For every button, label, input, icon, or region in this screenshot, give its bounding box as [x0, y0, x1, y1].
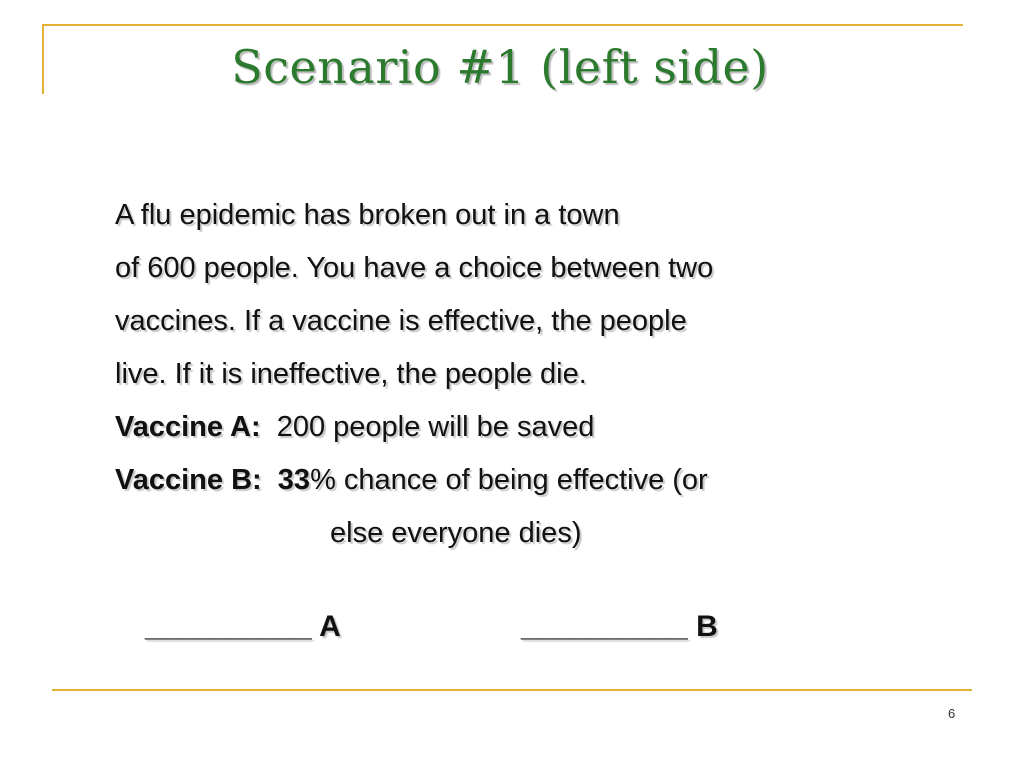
slide-title: Scenario #1 (left side) — [231, 40, 769, 94]
paragraph-line: A flu epidemic has broken out in a town — [115, 199, 620, 231]
vaccine-a-label: Vaccine A: — [115, 411, 261, 443]
choice-a-blank: __________ A — [145, 610, 341, 643]
vaccine-b-value: 33 — [261, 464, 311, 496]
paragraph-line: of 600 people. You have a choice between two — [115, 252, 714, 284]
paragraph-line: live. If it is ineffective, the people die. — [115, 358, 587, 390]
vaccine-a-line — [115, 401, 955, 454]
page-number: 6 — [948, 706, 956, 721]
footer-rule — [52, 689, 972, 691]
vaccine-a-text: 200 people will be saved — [260, 411, 595, 443]
vaccine-b-line — [115, 454, 955, 507]
vaccine-b-continuation: else everyone dies) — [330, 517, 582, 549]
vaccine-b-text: % chance of being effective (or — [310, 464, 708, 496]
paragraph-line: vaccines. If a vaccine is effective, the people — [115, 305, 687, 337]
vaccine-b-label: Vaccine B: — [115, 464, 262, 496]
slide-body — [115, 189, 955, 560]
choice-b-blank: __________ B — [521, 610, 718, 643]
top-border-rule — [42, 24, 963, 26]
